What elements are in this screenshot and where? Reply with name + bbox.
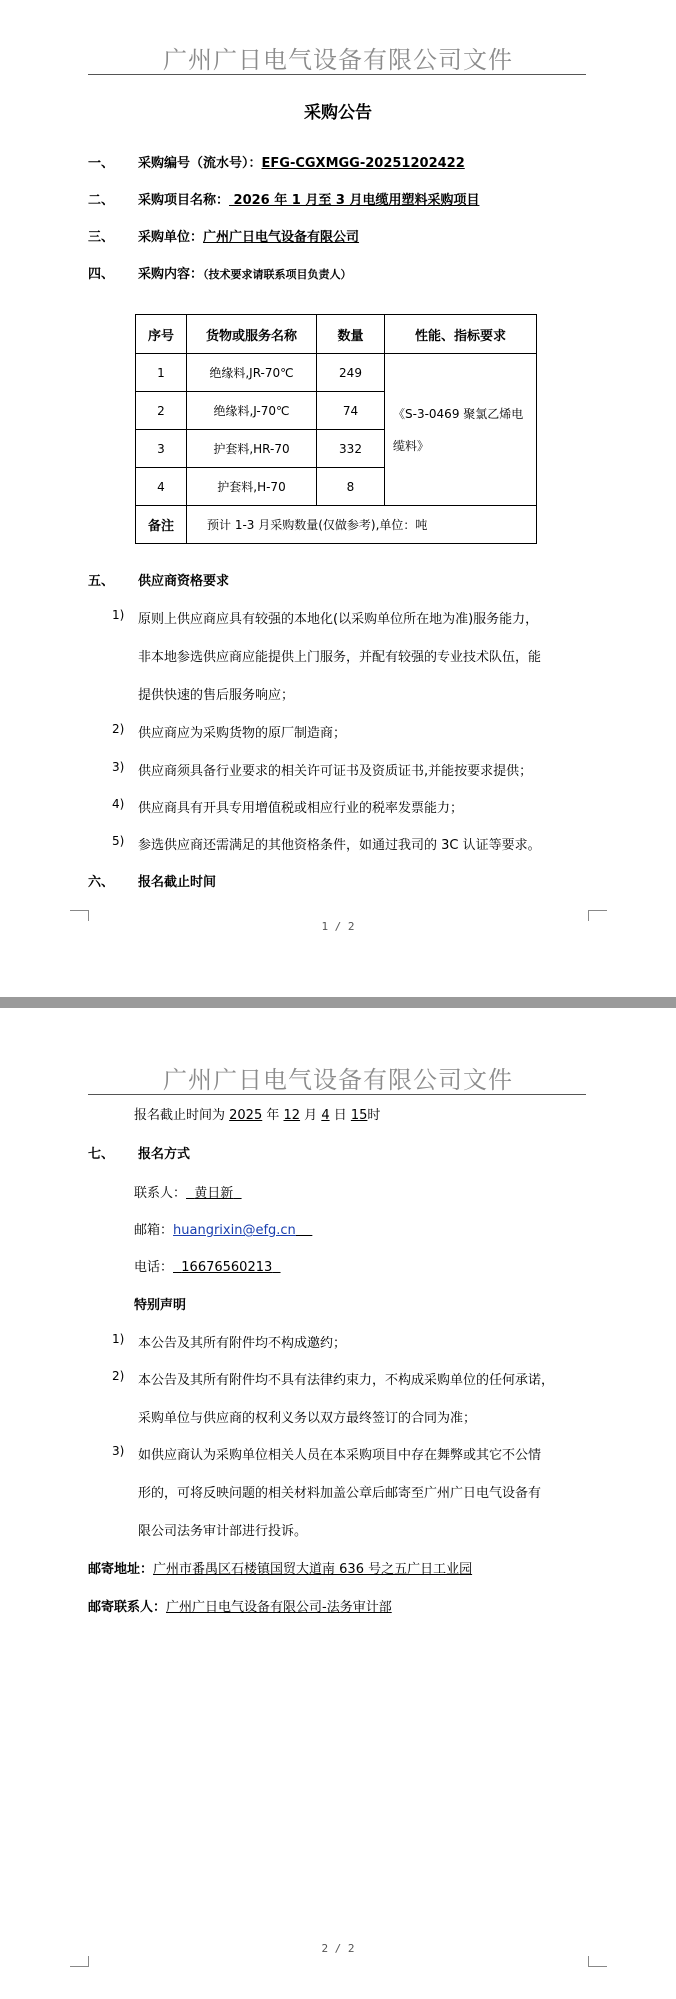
header-divider <box>88 1094 586 1095</box>
spec-line-1: 《S-3-0469 聚氯乙烯电 <box>393 406 524 421</box>
document-page-1 <box>0 0 676 997</box>
section-6-label: 报名截止时间 <box>138 875 217 890</box>
project-name: 2026 年 1 月至 3 月电缆用塑料采购项目 <box>229 193 480 208</box>
section-4-number: 四、 <box>88 267 115 282</box>
statement-1-number: 1) <box>112 1332 125 1346</box>
remark-text: 预计 1-3 月采购数量(仅做参考),单位：吨 <box>187 506 537 544</box>
section-1-label: 采购编号（流水号）： <box>138 156 262 171</box>
section-2-number: 二、 <box>88 193 115 208</box>
section-4-note: （技术要求请联系项目负责人） <box>203 268 352 281</box>
deadline-month: 12 <box>283 1108 301 1123</box>
section-7-number: 七、 <box>88 1147 115 1162</box>
section-4-label: 采购内容： <box>138 267 204 282</box>
section-5-label: 供应商资格要求 <box>138 574 230 589</box>
section-1 <box>138 152 465 171</box>
deadline-month-unit: 月 <box>300 1108 322 1123</box>
phone <box>173 1260 281 1275</box>
deadline-day: 4 <box>321 1108 330 1123</box>
phone-number: 16676560213 <box>181 1260 273 1275</box>
contact-person-line <box>134 1182 242 1201</box>
spec-requirement <box>385 354 537 506</box>
statement-3-number: 3) <box>112 1444 125 1458</box>
goods-table <box>135 314 537 544</box>
contact-person-name: 黄日新 <box>194 1186 234 1201</box>
deadline-hour-unit: 时 <box>367 1108 381 1123</box>
section-6-number: 六、 <box>88 875 115 890</box>
statement-2-line-2: 采购单位与供应商的权利义务以双方最终签订的合同为准； <box>138 1411 477 1426</box>
statement-2-number: 2) <box>112 1369 125 1383</box>
mailing-address-label: 邮寄地址： <box>88 1562 154 1577</box>
page-separator <box>0 997 676 1008</box>
deadline-prefix: 报名截止时间为 <box>134 1108 230 1123</box>
section-3-number: 三、 <box>88 230 115 245</box>
statement-3-line-1: 如供应商认为采购单位相关人员在本采购项目中存在舞弊或其它不公情 <box>138 1448 542 1463</box>
row-number: 3 <box>136 430 187 468</box>
mailing-contact: 广州广日电气设备有限公司-法务审计部 <box>166 1600 392 1615</box>
statement-3-line-3: 限公司法务审计部进行投诉。 <box>138 1524 308 1539</box>
goods-name: 绝缘料,JR-70℃ <box>187 354 317 392</box>
section-4 <box>138 263 352 282</box>
row-number: 2 <box>136 392 187 430</box>
statement-3-line-2: 形的，可将反映问题的相关材料加盖公章后邮寄至广州广日电气设备有 <box>138 1486 542 1501</box>
qualification-1-number: 1) <box>112 608 125 622</box>
mailing-address-line <box>88 1558 472 1577</box>
document-page-2 <box>0 1008 676 1999</box>
qualification-5: 参选供应商还需满足的其他资格条件，如通过我司的 3C 认证等要求。 <box>138 838 541 853</box>
quantity: 8 <box>317 468 385 506</box>
page-header-title: 广州广日电气设备有限公司文件 <box>163 46 513 74</box>
margin-corner-mark <box>70 1956 89 1967</box>
procurement-number: EFG-CGXMGG-20251202422 <box>261 156 465 171</box>
email-link[interactable]: huangrixin@efg.cn <box>173 1223 296 1238</box>
deadline-text <box>134 1104 380 1123</box>
table-remark-row <box>136 506 537 544</box>
remark-label: 备注 <box>136 506 187 544</box>
goods-name: 绝缘料,J-70℃ <box>187 392 317 430</box>
statement-2-line-1: 本公告及其所有附件均不具有法律约束力，不构成采购单位的任何承诺， <box>138 1373 555 1388</box>
section-7-label: 报名方式 <box>138 1147 191 1162</box>
qualification-3-number: 3) <box>112 760 125 774</box>
section-2 <box>138 189 479 208</box>
goods-name: 护套料,HR-70 <box>187 430 317 468</box>
goods-name: 护套料,H-70 <box>187 468 317 506</box>
qualification-4: 供应商具有开具专用增值税或相应行业的税率发票能力； <box>138 801 464 816</box>
qualification-3: 供应商须具备行业要求的相关许可证书及资质证书,并能按要求提供； <box>138 764 533 779</box>
row-number: 1 <box>136 354 187 392</box>
qualification-1-line-1: 原则上供应商应具有较强的本地化(以采购单位所在地为准)服务能力， <box>138 612 539 627</box>
page-number: 2 / 2 <box>321 1942 355 1955</box>
qualification-2-number: 2) <box>112 722 125 736</box>
email-line <box>134 1219 312 1238</box>
table-header-row <box>136 315 537 354</box>
qualification-2: 供应商应为采购货物的原厂制造商； <box>138 726 347 741</box>
table-header-cell: 数量 <box>317 315 385 354</box>
deadline-day-unit: 日 <box>329 1108 351 1123</box>
contact-person-label: 联系人： <box>134 1186 187 1201</box>
page-header-title: 广州广日电气设备有限公司文件 <box>163 1066 513 1094</box>
phone-label: 电话： <box>134 1260 174 1275</box>
table-header-cell: 性能、指标要求 <box>385 315 537 354</box>
row-number: 4 <box>136 468 187 506</box>
deadline-year-unit: 年 <box>262 1108 284 1123</box>
section-3 <box>138 226 359 245</box>
mailing-contact-label: 邮寄联系人： <box>88 1600 167 1615</box>
document-title: 采购公告 <box>304 103 372 123</box>
table-row <box>136 354 537 392</box>
quantity: 332 <box>317 430 385 468</box>
qualification-4-number: 4) <box>112 797 125 811</box>
qualification-1-line-3: 提供快速的售后服务响应； <box>138 688 295 703</box>
quantity: 249 <box>317 354 385 392</box>
email-label: 邮箱： <box>134 1223 174 1238</box>
spec-line-2: 缆料》 <box>393 438 430 453</box>
header-divider <box>88 74 586 75</box>
statement-1: 本公告及其所有附件均不构成邀约； <box>138 1336 347 1351</box>
section-2-label: 采购项目名称： <box>138 193 230 208</box>
table-header-cell: 序号 <box>136 315 187 354</box>
deadline-year: 2025 <box>229 1108 263 1123</box>
section-5-number: 五、 <box>88 574 115 589</box>
page-number: 1 / 2 <box>321 920 355 933</box>
special-statement-title: 特别声明 <box>134 1298 187 1313</box>
qualification-1-line-2: 非本地参选供应商应能提供上门服务，并配有较强的专业技术队伍，能 <box>138 650 542 665</box>
deadline-hour: 15 <box>350 1108 368 1123</box>
section-3-label: 采购单位： <box>138 230 204 245</box>
margin-corner-mark <box>588 1956 607 1967</box>
section-1-number: 一、 <box>88 156 115 171</box>
contact-person <box>186 1186 242 1201</box>
purchasing-unit: 广州广日电气设备有限公司 <box>203 230 360 245</box>
quantity: 74 <box>317 392 385 430</box>
mailing-contact-line <box>88 1596 392 1615</box>
table-header-cell: 货物或服务名称 <box>187 315 317 354</box>
qualification-5-number: 5) <box>112 834 125 848</box>
mailing-address: 广州市番禺区石楼镇国贸大道南 636 号之五广日工业园 <box>153 1562 473 1577</box>
phone-line <box>134 1256 281 1275</box>
